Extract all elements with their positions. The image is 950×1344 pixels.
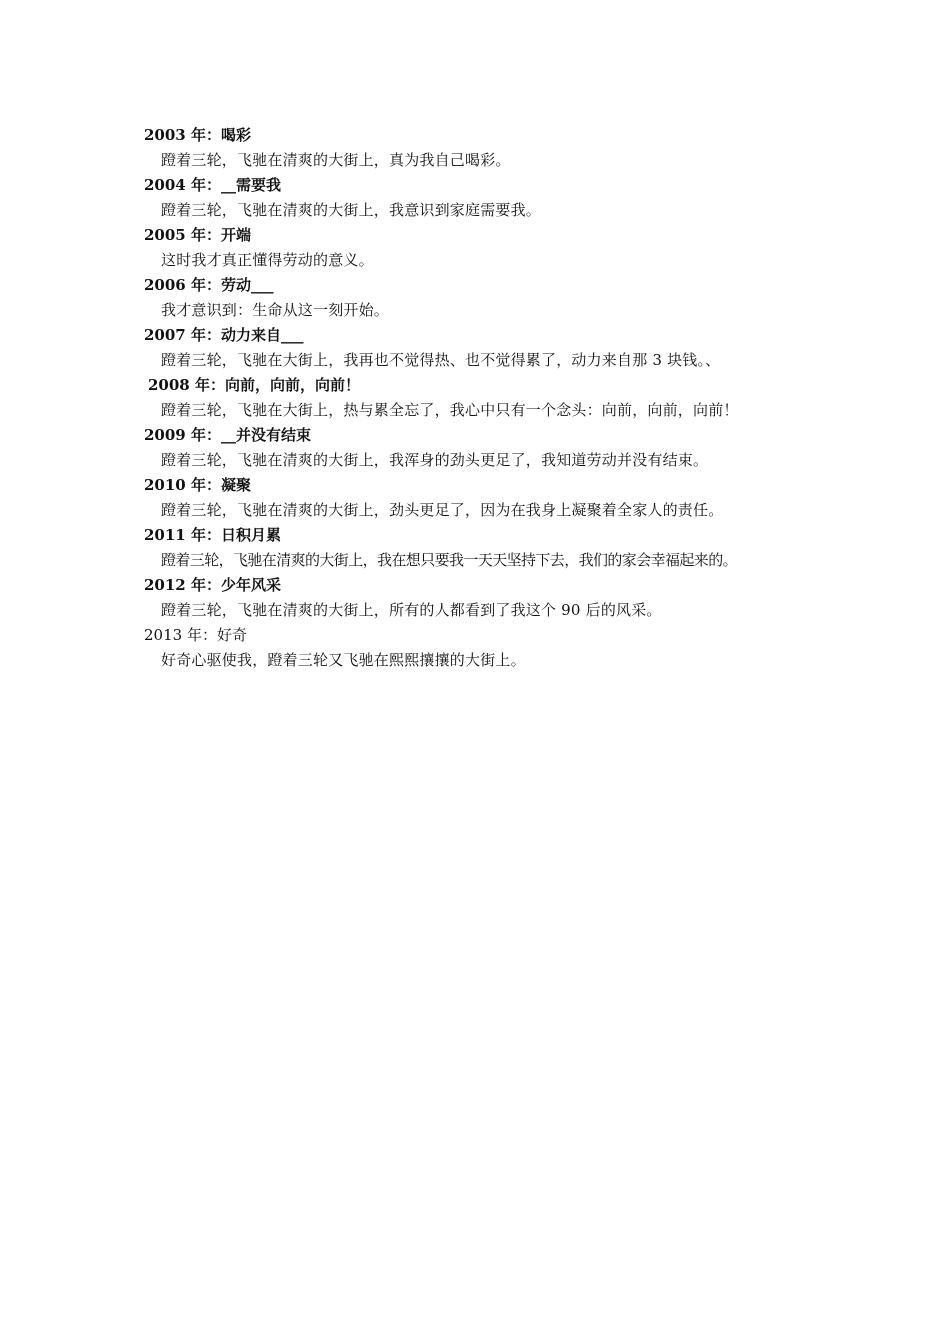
entry-text: 蹬着三轮，飞驰在清爽的大街上，真为我自己喝彩。 xyxy=(161,151,511,169)
entry-2004 xyxy=(144,173,824,223)
entry-2012 xyxy=(144,573,824,623)
entry-text: 这时我才真正懂得劳动的意义。 xyxy=(161,251,374,269)
entry-2007 xyxy=(144,323,824,373)
entry-2005 xyxy=(144,223,824,273)
entry-text: 蹬着三轮，飞驰在清爽的大街上，我浑身的劲头更足了，我知道劳动并没有结束。 xyxy=(161,451,709,469)
entry-heading: 2008 年：向前，向前，向前！ xyxy=(148,376,360,394)
entry-heading: 2009 年：__并没有结束 xyxy=(144,426,311,444)
entry-text: 蹬着三轮，飞驰在清爽的大街上，所有的人都看到了我这个 90 后的风采。 xyxy=(161,601,662,619)
entry-heading: 2006 年：劳动___ xyxy=(144,276,274,294)
entry-2009 xyxy=(144,423,824,473)
entry-2003 xyxy=(144,123,824,173)
entry-heading: 2005 年：开端 xyxy=(144,226,251,244)
entry-heading: 2010 年：凝聚 xyxy=(144,476,251,494)
entry-heading: 2013 年：好奇 xyxy=(144,626,247,644)
entry-text: 蹬着三轮，飞驰在大街上，我再也不觉得热、也不觉得累了，动力来自那 3 块钱。、 xyxy=(161,351,721,369)
entry-heading: 2012 年：少年风采 xyxy=(144,576,281,594)
entry-heading: 2011 年：日积月累 xyxy=(144,526,281,544)
entry-text: 好奇心驱使我，蹬着三轮又飞驰在熙熙攘攘的大街上。 xyxy=(161,651,526,669)
entry-heading: 2004 年：__需要我 xyxy=(144,176,281,194)
entry-heading: 2007 年：动力来自___ xyxy=(144,326,304,344)
entry-heading: 2003 年：喝彩 xyxy=(144,126,251,144)
entry-text: 我才意识到：生命从这一刻开始。 xyxy=(161,301,390,319)
document-body xyxy=(144,123,824,673)
entry-text: 蹬着三轮，飞驰在清爽的大街上，劲头更足了，因为在我身上凝聚着全家人的责任。 xyxy=(161,501,724,519)
entry-2010 xyxy=(144,473,824,523)
entry-2011 xyxy=(144,523,824,573)
entry-text: 蹬着三轮，飞驰在清爽的大街上，我在想只要我一天天坚持下去，我们的家会幸福起来的。 xyxy=(161,551,738,569)
entry-2006 xyxy=(144,273,824,323)
entry-text: 蹬着三轮，飞驰在清爽的大街上，我意识到家庭需要我。 xyxy=(161,201,542,219)
entry-text: 蹬着三轮，飞驰在大街上，热与累全忘了，我心中只有一个念头：向前，向前，向前！ xyxy=(161,401,739,419)
entry-2008 xyxy=(144,373,824,423)
entry-2013 xyxy=(144,623,824,673)
